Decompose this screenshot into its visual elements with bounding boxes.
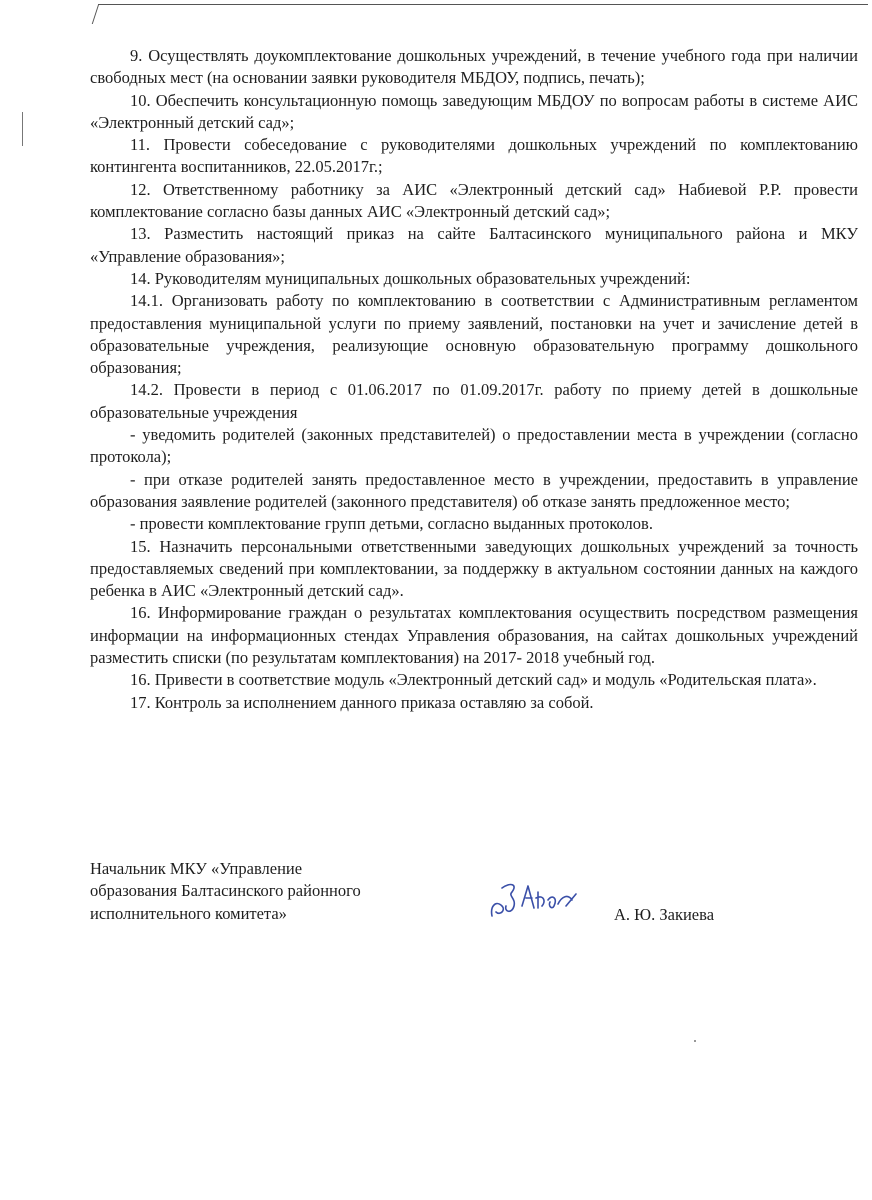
order-subitem-notify: - уведомить родителей (законных представителей) о предоставлении места в учреждении (согласно протокола); <box>90 425 858 467</box>
signatory-title <box>90 858 450 925</box>
order-item-9: 9. Осуществлять доукомплектование дошкольных учреждений, в течение учебного года при наличии свободных мест (на основании заявки руководителя МБДОУ, подпись, печать); <box>90 46 858 88</box>
order-item-13: 13. Разместить настоящий приказ на сайте Балтасинского муниципального района и МКУ «Управление образования»; <box>90 224 858 266</box>
order-item-10: 10. Обеспечить консультационную помощь заведующим МБДОУ по вопросам работы в системе АИС «Электронный детский сад»; <box>90 90 858 132</box>
order-item-17: 17. Контроль за исполнением данного приказа оставляю за собой. <box>130 692 594 712</box>
signatory-title-line: Начальник МКУ «Управление <box>90 859 303 878</box>
order-subitem-groups: - провести комплектование групп детьми, согласно выданных протоколов. <box>130 514 653 534</box>
scan-top-edge <box>98 4 868 5</box>
signatory-name: А. Ю. Закиева <box>614 905 715 924</box>
order-item-12: 12. Ответственному работнику за АИС «Электронный детский сад» Набиевой Р.Р. провести комплектование согласно базы данных АИС «Электронный детский сад»; <box>90 179 858 222</box>
order-item-14-1: 14.1. Организовать работу по комплектованию в соответствии с Административным регламентом предоставления муниципальной услуги по приему заявлений, постановки на учет и зачисление детей в образовательные учреждения, реализующие основную образовательную программу дошкольного образования; <box>90 291 858 378</box>
scan-left-mark <box>22 112 23 146</box>
handwritten-signature <box>488 876 580 922</box>
signatory-title-line: исполнительного комитета» <box>90 903 287 923</box>
signatory-title-line: образования Балтасинского районного <box>90 881 361 901</box>
scan-corner-mark <box>92 4 105 24</box>
signature-block <box>90 858 858 938</box>
order-item-11: 11. Провести собеседование с руководителями дошкольных учреждений по комплектованию контингента воспитанников, 22.05.2017г.; <box>90 135 858 177</box>
order-body <box>90 45 858 714</box>
order-item-14: 14. Руководителям муниципальных дошкольных образовательных учреждений: <box>130 268 691 288</box>
scan-dust-dot <box>694 1040 696 1042</box>
order-subitem-refusal: - при отказе родителей занять предоставленное место в учреждении, предоставить в управление образования заявление родителей (законного представителя) об отказе занять предложенное место; <box>90 469 858 511</box>
order-item-16-inform: 16. Информирование граждан о результатах комплектования осуществить посредством размещения информации на информационных стендах Управления образования, на сайтах дошкольных учреждений разместить списки (по результатам комплектования) на 2017- 2018 учебный год. <box>90 603 858 668</box>
order-item-15: 15. Назначить персональными ответственными заведующих дошкольных учреждений за точность предоставляемых сведений при комплектовании, за поддержку в актуальном состоянии данных на каждого ребенка в АИС «Электронный детский сад». <box>90 536 858 601</box>
order-item-14-2: 14.2. Провести в период с 01.06.2017 по 01.09.2017г. работу по приему детей в дошкольные образовательные учреждения <box>90 380 858 422</box>
order-item-16-module: 16. Привести в соответствие модуль «Электронный детский сад» и модуль «Родительская плата». <box>130 670 817 690</box>
